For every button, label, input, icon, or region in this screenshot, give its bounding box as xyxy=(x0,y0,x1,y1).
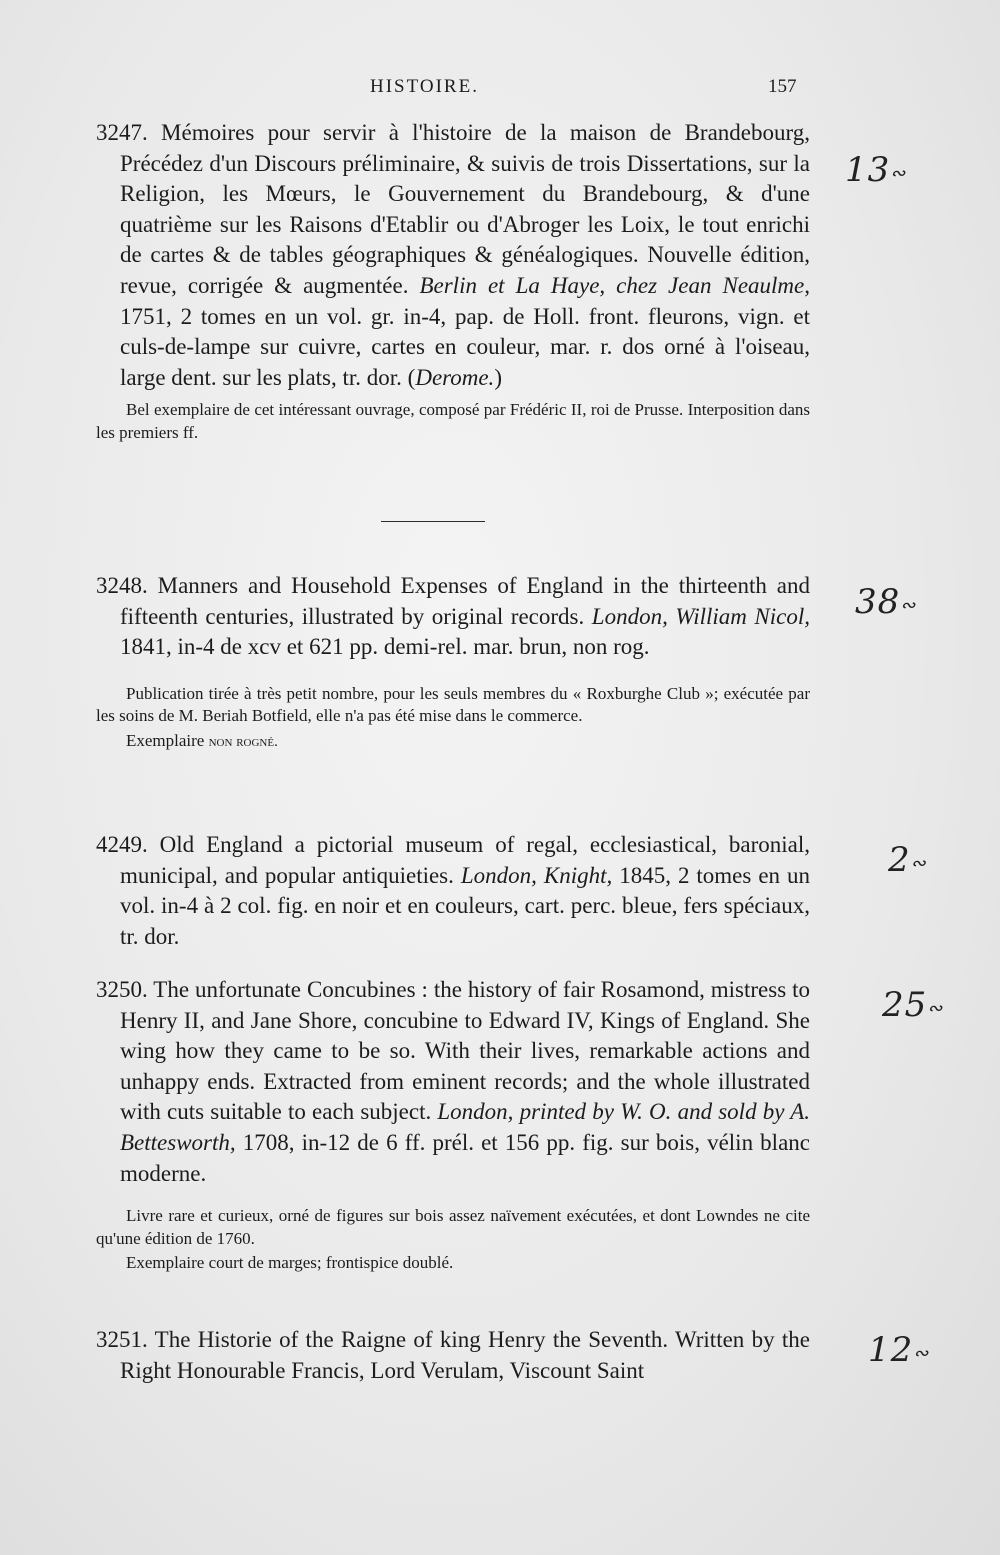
lot-number: 3250. xyxy=(96,977,148,1002)
catalogue-entry-3250 xyxy=(96,975,810,1275)
entry-title: Old England a pictorial museum of regal, ecclesiastical, baronial, municipal, and popular antiquieties. xyxy=(120,832,810,888)
catalogue-entry-3247 xyxy=(96,118,810,444)
entry-title: Mémoires pour servir à l'histoire de la maison de Brandebourg, Précédez d'un Discours préliminaire, & suivis de trois Dissertations, sur la Religion, les Mœurs, le Gouvernement du Brandebourg, & d'une quatrième sur les Raisons d'Etablir ou d'Abroger les Loix, le tout enrichi de cartes & de tables géographiques & généalogiques. Nouvelle édition, revue, corrigée & augmentée. xyxy=(120,120,811,298)
section-title: HISTOIRE. xyxy=(370,76,479,97)
entry-closing: ) xyxy=(494,364,502,390)
entry-description xyxy=(96,1325,810,1386)
entry-condition-note xyxy=(96,730,810,754)
entry-note: Publication tirée à très petit nombre, pour les seuls membres du « Roxburghe Club »; exécutée par les soins de M. Beriah Botfield, elle n'a pas été mise dans le commerce. xyxy=(96,683,810,726)
entry-collation: 1751, 2 tomes en un vol. gr. in-4, pap. de Holl. front. fleurons, vign. et culs-de-lampe sur cuivre, cartes en couleur, mar. r. dos orné à l'oiseau, large dent. sur les plats, tr. dor. ( xyxy=(120,303,810,390)
entry-imprint: London, Knight, xyxy=(460,862,613,888)
entry-collation: 1708, in-12 de 6 ff. prél. et 156 pp. fig. sur bois, vélin blanc moderne. xyxy=(120,1129,810,1186)
entry-description xyxy=(96,830,810,952)
catalogue-entry-3248 xyxy=(96,571,810,753)
lot-number: 3247. xyxy=(96,120,148,145)
entry-note: Bel exemplaire de cet intéressant ouvrage, composé par Frédéric II, roi de Prusse. Interposition dans les premiers ff. xyxy=(96,400,810,442)
condition-label: Exemplaire xyxy=(126,730,205,750)
entry-title: Manners and Household Expenses of England in the thirteenth and fifteenth centuries, illustrated by original records. xyxy=(120,573,810,629)
running-head xyxy=(0,76,1000,102)
lot-number: 4249. xyxy=(96,832,148,857)
handwritten-price: 2∾ xyxy=(888,840,927,880)
entry-description xyxy=(96,571,810,663)
entry-title: The Historie of the Raigne of king Henry the Seventh. Written by the Right Honourable Francis, Lord Verulam, Viscount Saint xyxy=(120,1327,810,1383)
entry-imprint: London, William Nicol, xyxy=(591,603,811,629)
lot-number: 3251. xyxy=(96,1327,148,1352)
catalogue-entry-3251 xyxy=(96,1325,810,1386)
entry-collation: 1845, 2 tomes en un vol. in-4 à 2 col. fig. en noir et en couleurs, cart. perc. bleue, fers spéciaux, tr. dor. xyxy=(120,862,810,949)
entry-binder: Derome. xyxy=(415,364,495,390)
condition-value: non rogné. xyxy=(208,733,278,750)
page-number: 157 xyxy=(768,76,797,97)
entry-description xyxy=(96,975,810,1189)
entry-condition-note: Exemplaire court de marges; frontispice doublé. xyxy=(126,1253,454,1273)
section-divider xyxy=(381,521,485,522)
entry-title: The unfortunate Concubines : the history of fair Rosamond, mistress to Henry II, and Jane Shore, concubine to Edward IV, Kings of England. She wing how they came to be so. With their lives, remarkable actions and unhappy ends. Extracted from eminent records; and the whole illustrated with cuts suitable to each subject. xyxy=(120,977,810,1125)
handwritten-price: 38∾ xyxy=(855,582,917,622)
entry-note: Livre rare et curieux, orné de figures sur bois assez naïvement exécutées, et dont Lowndes ne cite qu'une édition de 1760. xyxy=(96,1206,810,1248)
handwritten-price: 13∾ xyxy=(845,150,907,190)
entry-imprint: London, printed by W. O. and sold by A. Bettesworth, xyxy=(120,1099,810,1155)
entry-collation: 1841, in-4 de xcv et 621 pp. demi-rel. mar. brun, non rog. xyxy=(120,634,650,660)
catalogue-entry-4249 xyxy=(96,830,810,952)
lot-number: 3248. xyxy=(96,573,148,598)
handwritten-price: 25∾ xyxy=(882,985,944,1025)
handwritten-price: 12∾ xyxy=(868,1330,930,1370)
entry-imprint: Berlin et La Haye, chez Jean Neaulme, xyxy=(419,272,810,298)
entry-description xyxy=(96,118,810,393)
